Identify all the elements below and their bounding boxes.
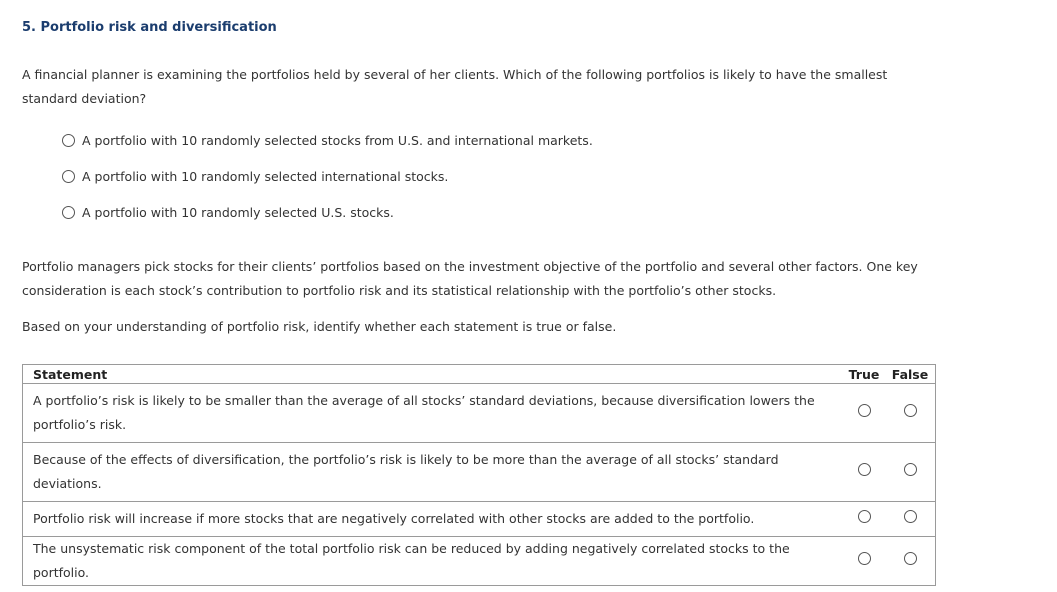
statement-column-header: Statement bbox=[23, 365, 844, 384]
instruction-text: Based on your understanding of portfolio risk, identify whether each statement is true or false. bbox=[22, 319, 617, 334]
table-row bbox=[23, 502, 936, 537]
false-radio-button[interactable] bbox=[904, 552, 917, 565]
radio-button[interactable] bbox=[62, 134, 75, 147]
answer-option-label: A portfolio with 10 randomly selected international stocks. bbox=[82, 169, 449, 184]
true-column-header: True bbox=[843, 365, 885, 384]
true-radio-button[interactable] bbox=[858, 404, 871, 417]
false-radio-cell bbox=[885, 537, 936, 586]
true-radio-cell bbox=[843, 384, 885, 443]
answer-option[interactable] bbox=[62, 131, 593, 167]
question-prompt: A financial planner is examining the portfolios held by several of her clients. Which of the following portfolios is likely to have the smallest standard deviation? bbox=[22, 67, 888, 106]
true-radio-cell bbox=[843, 502, 885, 537]
table-header-row bbox=[23, 365, 936, 384]
answer-option-label: A portfolio with 10 randomly selected U.S. stocks. bbox=[82, 205, 394, 220]
answer-options bbox=[62, 131, 593, 239]
false-radio-button[interactable] bbox=[904, 463, 917, 476]
statement-text: Because of the effects of diversification, the portfolio’s risk is likely to be more than the average of all stocks’ standard deviations. bbox=[23, 443, 844, 502]
false-radio-cell bbox=[885, 502, 936, 537]
answer-option[interactable] bbox=[62, 167, 593, 203]
true-radio-button[interactable] bbox=[858, 510, 871, 523]
statement-text: Portfolio risk will increase if more stocks that are negatively correlated with other stocks are added to the portfolio. bbox=[23, 502, 844, 537]
statement-text: The unsystematic risk component of the total portfolio risk can be reduced by adding negatively correlated stocks to the portfolio. bbox=[23, 537, 844, 586]
false-radio-button[interactable] bbox=[904, 404, 917, 417]
false-column-header: False bbox=[885, 365, 936, 384]
true-radio-cell bbox=[843, 537, 885, 586]
radio-button[interactable] bbox=[62, 170, 75, 183]
radio-button[interactable] bbox=[62, 206, 75, 219]
table-row bbox=[23, 537, 936, 586]
table-row bbox=[23, 384, 936, 443]
true-radio-button[interactable] bbox=[858, 463, 871, 476]
answer-option[interactable] bbox=[62, 203, 593, 239]
question-heading: 5. Portfolio risk and diversification bbox=[22, 20, 277, 35]
answer-option-label: A portfolio with 10 randomly selected stocks from U.S. and international markets. bbox=[82, 133, 593, 148]
table-row bbox=[23, 443, 936, 502]
false-radio-cell bbox=[885, 384, 936, 443]
statement-text: A portfolio’s risk is likely to be smaller than the average of all stocks’ standard deviations, because diversification lowers the portfolio’s risk. bbox=[23, 384, 844, 443]
intro-paragraph: Portfolio managers pick stocks for their clients’ portfolios based on the investment objective of the portfolio and several other factors. One key consideration is each stock’s contribution to portfolio risk and its statistical relationship with the portfolio’s other stocks. bbox=[22, 259, 918, 298]
false-radio-cell bbox=[885, 443, 936, 502]
false-radio-button[interactable] bbox=[904, 510, 917, 523]
true-radio-button[interactable] bbox=[858, 552, 871, 565]
statement-table bbox=[22, 364, 936, 586]
true-radio-cell bbox=[843, 443, 885, 502]
